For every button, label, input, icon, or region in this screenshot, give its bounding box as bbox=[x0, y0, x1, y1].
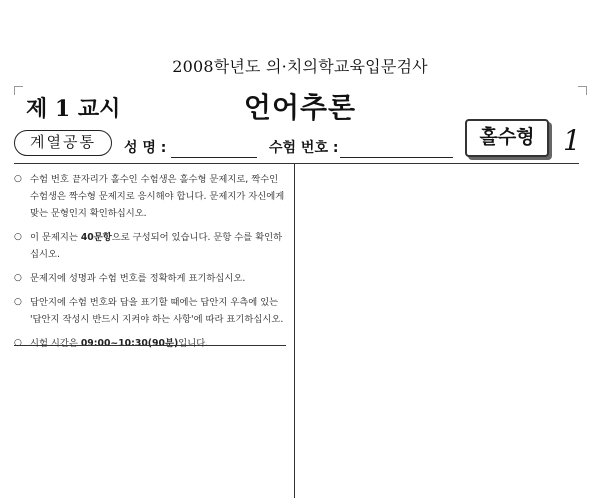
circle-bullet-icon: ○ bbox=[14, 273, 22, 283]
instruction-emphasis: 09:00~10:30(90분) bbox=[80, 338, 179, 349]
circle-bullet-icon: ○ bbox=[14, 232, 22, 242]
exam-title: 2008학년도 의·치의학교육입문검사 bbox=[172, 57, 428, 76]
name-label: 성 명 : bbox=[124, 140, 167, 156]
subject-title: 언어추론 bbox=[243, 91, 357, 124]
column-divider bbox=[294, 164, 295, 498]
instruction-item bbox=[14, 270, 286, 287]
instruction-text: 문제지에 성명과 수험 번호를 정확하게 표기하십시오. bbox=[30, 273, 246, 284]
name-field[interactable] bbox=[171, 157, 257, 158]
session-label: 제 1 교시 bbox=[26, 96, 121, 122]
circle-bullet-icon: ○ bbox=[14, 174, 22, 184]
category-badge: 계열공통 bbox=[14, 130, 112, 156]
instruction-text: 답안지에 수험 번호와 답을 표기할 때에는 답안지 우측에 있는 '답안지 작성시 반드시 지켜야 하는 사항'에 따라 표기하십시오. bbox=[30, 297, 284, 325]
instruction-item bbox=[14, 335, 286, 352]
instruction-text: 시험 시간은 bbox=[30, 338, 81, 349]
instruction-item bbox=[14, 229, 286, 263]
exam-id-field[interactable] bbox=[340, 157, 453, 158]
page-number: 1 bbox=[563, 124, 581, 157]
instruction-text: 수험 번호 끝자리가 홀수인 수험생은 홀수형 문제지로, 짝수인 수험생은 짝수형 문제지로 응시해야 합니다. 문제지가 자신에게 맞는 문형인지 확인하십시오. bbox=[30, 174, 285, 219]
circle-bullet-icon: ○ bbox=[14, 297, 22, 307]
instruction-text: 으로 구성되어 있습니다. 문항 수를 확인하십시오. bbox=[30, 232, 283, 260]
instruction-text: 이 문제지는 bbox=[30, 232, 81, 243]
instruction-item bbox=[14, 171, 286, 222]
instructions-list bbox=[14, 171, 286, 359]
instruction-text: 입니다. bbox=[178, 338, 209, 349]
exam-id-label: 수험 번호 : bbox=[269, 140, 339, 156]
instruction-emphasis: 40문항 bbox=[80, 232, 112, 243]
paper-type-box: 홀수형 bbox=[465, 119, 549, 157]
instruction-item bbox=[14, 294, 286, 328]
circle-bullet-icon: ○ bbox=[14, 338, 22, 348]
instructions-divider bbox=[14, 345, 286, 346]
header-divider bbox=[14, 163, 579, 164]
